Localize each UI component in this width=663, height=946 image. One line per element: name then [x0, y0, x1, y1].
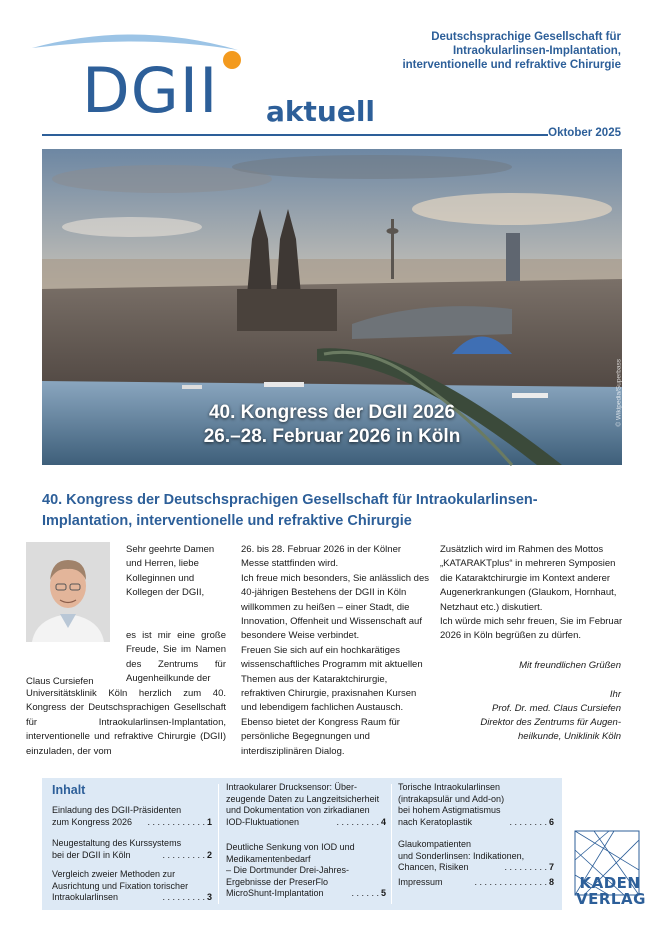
toc-page-number: 4	[380, 816, 386, 827]
society-line: Intraokularlinsen-Implantation,	[452, 45, 621, 57]
toc-page-number: 3	[206, 892, 212, 902]
hero-caption-line2: 26.–28. Februar 2026 in Köln	[203, 426, 461, 447]
table-of-contents	[42, 778, 562, 910]
toc-page-number: 8	[548, 877, 554, 887]
toc-entry-8[interactable]	[398, 877, 554, 889]
toc-entry-text: zum Kongress 2026	[52, 816, 133, 827]
logo-dgii-text: DGII	[82, 54, 219, 127]
toc-entry-text: Medikamentenbedarf	[226, 853, 311, 864]
article-paragraph: Ich würde mich sehr freuen, Sie im Februar 2026 in Köln begrüßen zu dürfen.	[440, 616, 623, 642]
toc-entry-text: und Dokumentation von zirkadianen	[226, 805, 370, 815]
article-headline: 40. Kongress der Deutschsprachigen Gesellschaft für Intraokularlinsen-Implantation, interventionelle und refraktive Chirurgie	[42, 492, 538, 529]
toc-entry-text: Intraokularlinsen	[52, 892, 119, 902]
article-paragraph: Zusätzlich wird im Rahmen des Mottos „KATARAKTplus“ in mehreren Symposien die Kataraktchirurgie im Kontext anderer Augenerkrankungen (Glaukom, Hornhaut, Netzhaut etc.) diskutiert.	[440, 544, 617, 613]
toc-entry-text: IOD-Fluktuationen	[226, 816, 300, 827]
society-line: Deutschsprachige Gesellschaft für	[431, 31, 621, 43]
toc-leader: . . . . . . . . . . . .	[147, 816, 205, 827]
toc-page-number: 6	[548, 816, 554, 827]
article-paragraph: Freuen Sie sich auf ein hochkarätiges wissenschaftliches Programm mit aktuellen Themen aus der Kataraktchirurgie, refraktiven Chirurgie, praxisnahen Kursen und lebendigem fachlichen Austausch. Ebenso bietet der Kongress Raum für persönliche Begegnungen und interdisziplinären Dialog.	[241, 644, 423, 757]
toc-entry-text: Einladung des DGII-Präsidenten	[52, 805, 182, 815]
toc-leader: . . . . . . . . . . . . . . .	[474, 877, 547, 887]
toc-entry-text: Neugestaltung des Kurssystems	[52, 838, 182, 848]
toc-entry-2[interactable]	[52, 838, 212, 861]
toc-entry-text: zeugende Daten zu Langzeitsicherheit	[226, 793, 380, 804]
toc-entry-text: (intrakapsulär und Add-on)	[398, 793, 505, 804]
toc-title: Inhalt	[52, 783, 86, 797]
toc-entry-3[interactable]	[52, 869, 212, 904]
toc-entry-text: Intraokularer Drucksensor: Über-	[226, 782, 358, 792]
toc-page-number: 2	[206, 849, 212, 860]
article-column-2	[241, 543, 429, 759]
toc-page-number: 5	[380, 888, 386, 898]
publisher-line2: VERLAG	[576, 890, 646, 908]
header-rule	[42, 134, 548, 136]
toc-entry-text: Ausrichtung und Fixation torischer	[52, 880, 189, 891]
toc-entry-text: bei hohem Astigmatismus	[398, 805, 501, 815]
toc-entry-text: MicroShunt-Implantation	[226, 888, 324, 898]
article-greeting: Sehr geehrte Damen und Herren, liebe Kolleginnen und Kollegen der DGII,	[126, 544, 215, 599]
toc-entry-4[interactable]	[226, 782, 386, 828]
toc-entry-5[interactable]	[226, 842, 386, 900]
toc-entry-text: – Die Dortmunder Drei-Jahres-	[226, 865, 350, 875]
publisher-line1: KADEN	[579, 874, 641, 892]
toc-entry-text: Chancen, Risiken	[398, 862, 469, 872]
article-col1-intro: es ist mir eine große Freude, Sie im Namen des Zentrums für Augenheilkunde der	[126, 630, 226, 685]
logo-orange-dot	[223, 51, 241, 69]
toc-divider	[218, 784, 219, 904]
toc-leader: . . . . . . . .	[509, 816, 547, 827]
hero-image-cologne	[42, 149, 622, 465]
toc-leader: . . . . . . . . .	[504, 862, 547, 872]
society-line: interventionelle und refraktive Chirurgie	[402, 59, 621, 71]
toc-divider	[391, 784, 392, 904]
author-portrait	[26, 542, 110, 642]
signature-title-2: heilkunde, Uniklinik Köln	[518, 731, 621, 742]
article-column-3	[440, 543, 628, 644]
toc-entry-text: Deutliche Senkung von IOD und	[226, 842, 355, 852]
toc-entry-text: Ergebnisse der PreserFlo	[226, 876, 329, 887]
signature-title-1: Direktor des Zentrums für Augen-	[480, 717, 621, 728]
photo-credit: © Wikipedia/Superbass	[616, 359, 623, 427]
portrait-illustration	[26, 542, 110, 642]
toc-entry-7[interactable]	[398, 839, 554, 874]
toc-page-number: 7	[548, 862, 554, 872]
logo-aktuell-text: aktuell	[266, 95, 376, 128]
article-col1-rest: Universitätsklinik Köln herzlich zum 40. Kongress der Deutschsprachigen Gesellschaft für Intraokularlinsen-Implantation, interventionelle und refraktive Chirurgie (DGII) einzuladen, der vom	[26, 688, 226, 757]
dgii-logo	[30, 26, 400, 136]
hero-caption	[42, 401, 622, 449]
toc-entry-text: Impressum	[398, 877, 443, 887]
toc-entry-1[interactable]	[52, 805, 212, 828]
toc-entry-text: bei der DGII in Köln	[52, 849, 131, 860]
signature-ihr: Ihr	[609, 689, 621, 700]
toc-leader: . . . . . . . . .	[162, 849, 205, 860]
toc-entry-text: Glaukompatienten	[398, 839, 472, 849]
signature-name: Prof. Dr. med. Claus Cursiefen	[492, 703, 621, 714]
closing-greeting: Mit freundlichen Grüßen	[519, 660, 621, 671]
portrait-caption: Claus Cursiefen	[26, 676, 94, 687]
hero-caption-line1: 40. Kongress der DGII 2026	[208, 402, 456, 423]
toc-leader: . . . . . . . . .	[336, 816, 379, 827]
toc-entry-text: Vergleich zweier Methoden zur	[52, 869, 176, 879]
toc-entry-6[interactable]	[398, 782, 554, 828]
toc-entry-text: nach Keratoplastik	[398, 816, 473, 827]
issue-date: Oktober 2025	[548, 127, 621, 139]
toc-leader: . . . . . .	[351, 888, 379, 898]
toc-entry-text: Torische Intraokularlinsen	[398, 782, 501, 792]
article-paragraph: Ich freue mich besonders, Sie anlässlich des 40-jährigen Bestehens der DGII in Köln willkommen zu heißen – einer Stadt, die Innovation, Offenheit und Wissenschaft auf besondere Weise verbindet.	[241, 572, 429, 642]
toc-leader: . . . . . . . . .	[162, 892, 205, 902]
kaden-verlag-wordmark	[576, 875, 644, 907]
society-name	[361, 30, 621, 72]
article-paragraph: 26. bis 28. Februar 2026 in der Kölner Messe stattfinden wird.	[241, 544, 402, 570]
toc-entry-text: und Sonderlinsen: Indikationen,	[398, 850, 525, 861]
toc-page-number: 1	[206, 816, 212, 827]
